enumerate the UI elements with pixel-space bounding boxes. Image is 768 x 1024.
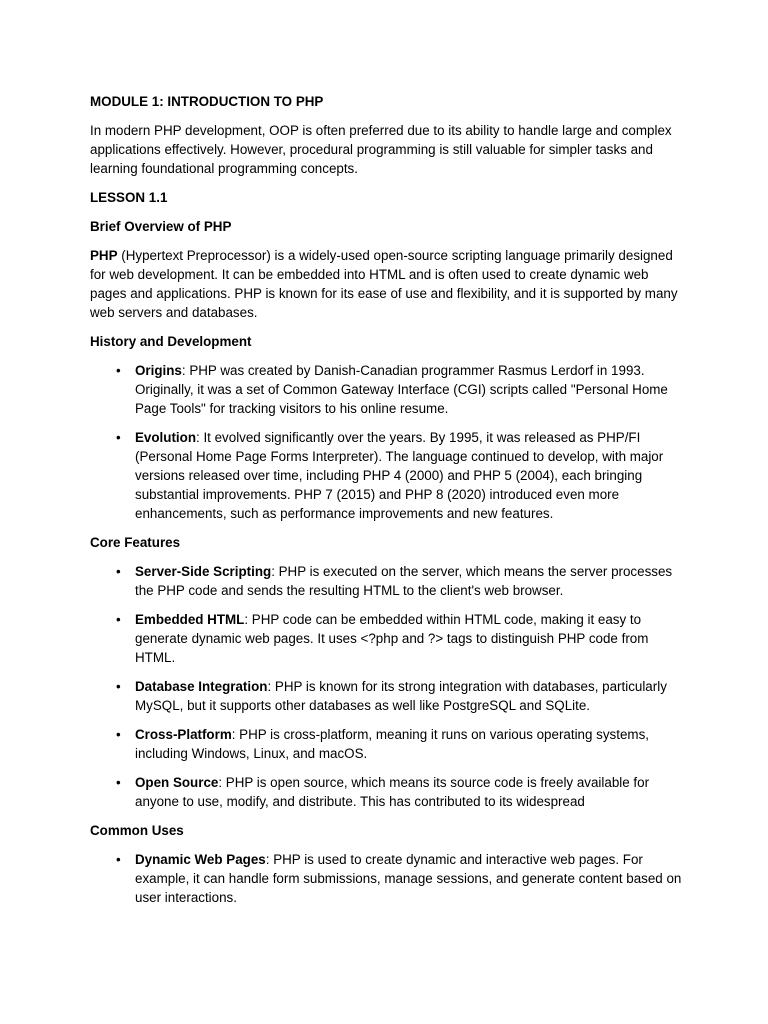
bullet-icon: • — [116, 564, 121, 579]
overview-paragraph — [90, 246, 682, 322]
feature-item-server-side — [90, 562, 682, 600]
history-item-origins — [90, 361, 682, 418]
feature-item-cross-platform — [90, 725, 682, 763]
feature-item-database — [90, 677, 682, 715]
common-uses-heading: Common Uses — [90, 823, 184, 838]
bullet-icon: • — [116, 727, 121, 742]
history-item-evolution — [90, 428, 682, 523]
feature-term: Server-Side Scripting — [135, 564, 272, 579]
history-list — [90, 361, 682, 523]
lesson-label: LESSON 1.1 — [90, 190, 168, 205]
use-term: Dynamic Web Pages — [135, 852, 266, 867]
intro-paragraph: In modern PHP development, OOP is often preferred due to its ability to handle large and complex applications effectively. However, procedural programming is still valuable for simpler tasks and learning foundational programming concepts. — [90, 123, 672, 176]
overview-term: PHP — [90, 248, 118, 263]
feature-item-open-source — [90, 773, 682, 811]
history-term: Origins — [135, 363, 182, 378]
bullet-icon: • — [116, 363, 121, 378]
use-text: : PHP is used to create dynamic and interactive web pages. For example, it can handle form submissions, manage sessions, and generate content based on user interactions. — [135, 852, 682, 905]
module-title: MODULE 1: INTRODUCTION TO PHP — [90, 94, 324, 109]
history-text: : It evolved significantly over the years. By 1995, it was released as PHP/FI (Personal Home Page Forms Interpreter). The language continued to develop, with major versions released over time, including PHP 4 (2000) and PHP 5 (2004), each bringing substantial improvements. PHP 7 (2015) and PHP 8 (2020) introduced even more enhancements, such as performance improvements and new features. — [135, 430, 664, 521]
feature-item-embedded-html — [90, 610, 682, 667]
overview-heading: Brief Overview of PHP — [90, 219, 232, 234]
bullet-icon: • — [116, 612, 121, 627]
feature-text: : PHP is cross-platform, meaning it runs on various operating systems, including Windows, Linux, and macOS. — [135, 727, 649, 761]
bullet-icon: • — [116, 430, 121, 445]
bullet-icon: • — [116, 679, 121, 694]
feature-text: : PHP code can be embedded within HTML code, making it easy to generate dynamic web pages. It uses <?php and ?> tags to distinguish PHP code from HTML. — [135, 612, 649, 665]
feature-text: : PHP is open source, which means its source code is freely available for anyone to use, modify, and distribute. This has contributed to its widespread — [135, 775, 650, 809]
bullet-icon: • — [116, 775, 121, 790]
history-heading: History and Development — [90, 334, 252, 349]
feature-text: : PHP is executed on the server, which means the server processes the PHP code and sends the resulting HTML to the client's web browser. — [135, 564, 673, 598]
core-features-list — [90, 562, 682, 811]
overview-text: (Hypertext Preprocessor) is a widely-used open-source scripting language primarily designed for web development. It can be embedded into HTML and is often used to create dynamic web pages and applications. PHP is known for its ease of use and flexibility, and it is supported by many web servers and databases. — [90, 248, 678, 320]
history-term: Evolution — [135, 430, 196, 445]
history-text: : PHP was created by Danish-Canadian programmer Rasmus Lerdorf in 1993. Originally, it was a set of Common Gateway Interface (CGI) scripts called "Personal Home Page Tools" for tracking visitors to his online resume. — [135, 363, 668, 416]
common-uses-list — [90, 850, 682, 907]
feature-term: Database Integration — [135, 679, 268, 694]
feature-term: Cross-Platform — [135, 727, 232, 742]
bullet-icon: • — [116, 852, 121, 867]
feature-text: : PHP is known for its strong integration with databases, particularly MySQL, but it supports other databases as well like PostgreSQL and SQLite. — [135, 679, 667, 713]
feature-term: Open Source — [135, 775, 219, 790]
use-item-dynamic-pages — [90, 850, 682, 907]
core-features-heading: Core Features — [90, 535, 181, 550]
feature-term: Embedded HTML — [135, 612, 245, 627]
